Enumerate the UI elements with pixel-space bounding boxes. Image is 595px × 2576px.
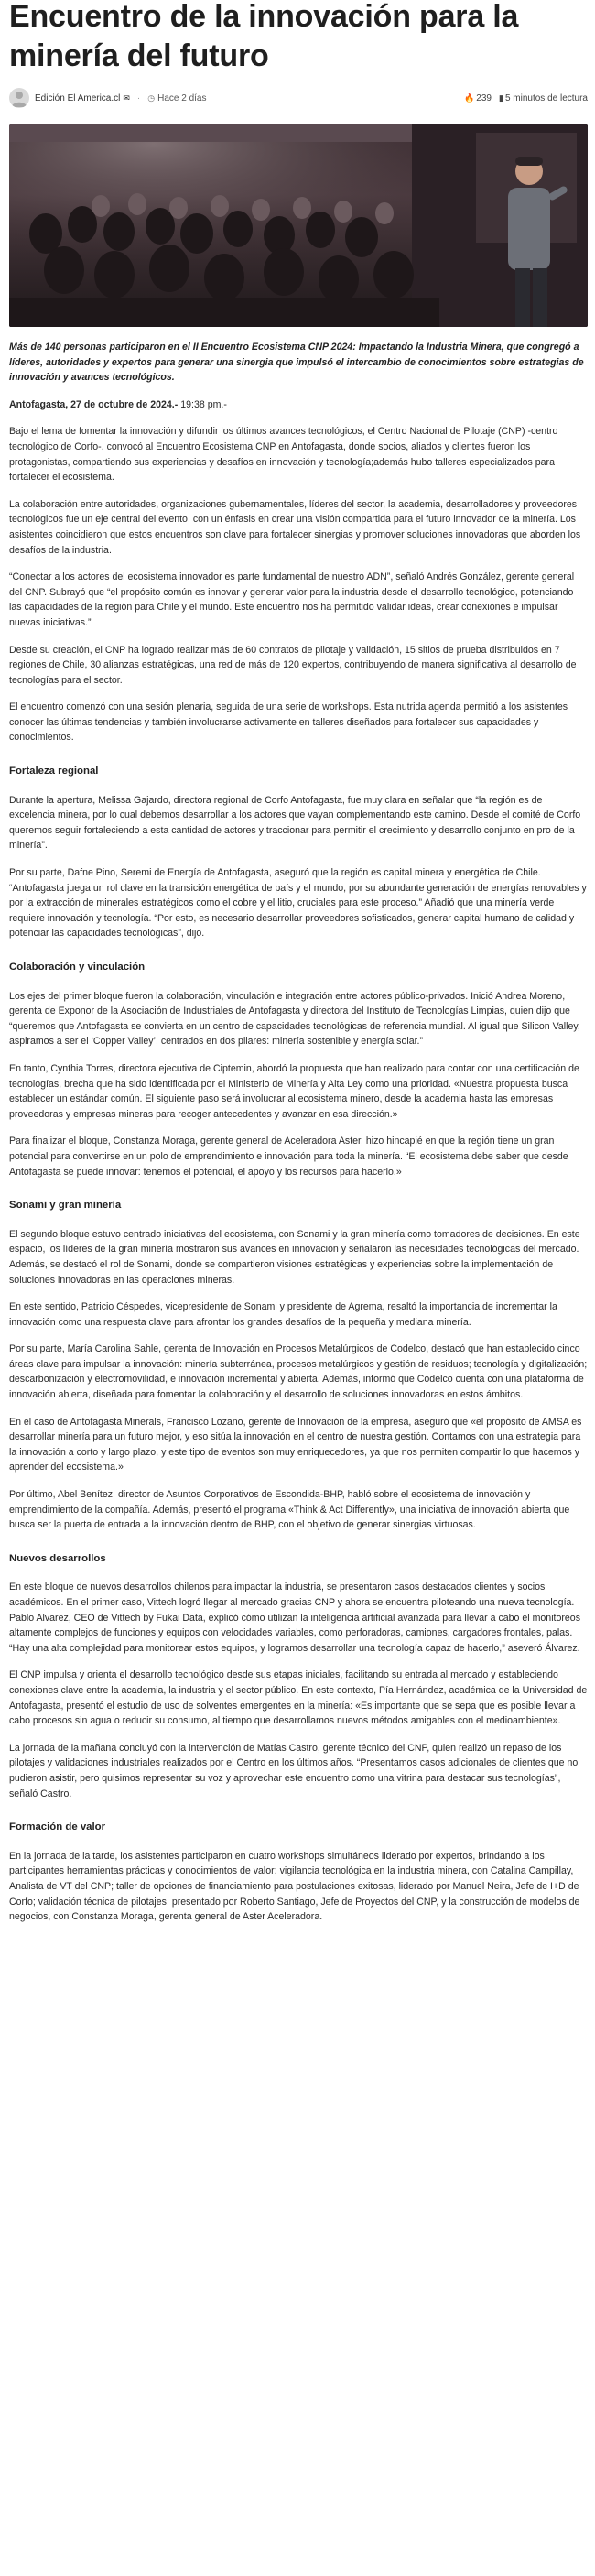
paragraph: En este bloque de nuevos desarrollos chilenos para impactar la industria, se presentaron casos destacados clientes y socios académicos. En el primer caso, Vittech logró llegar al mercado gracias CNP y ahora se encuentra piloteando una nueva tecnología. Pablo Alvarez, CEO de Vittech by Fukai Data, explicó cómo utilizan la inteligencia artificial avanzada para llevar a cabo el monitoreos altamente complejos de funciones y equipos con velocidades variables, como perforadoras, camiones, cargadores frontales, palas. “Hay una alta complejidad para monitorear estos equipos, y logramos desarrollar una tecnología capaz de hacerlo,” aseveró Álvarez. — [9, 1581, 580, 1654]
hero-image — [9, 124, 588, 327]
book-icon: ▮ — [498, 92, 503, 103]
paragraph: La jornada de la mañana concluyó con la intervención de Matías Castro, gerente técnico del CNP, quien realizó un repaso de los pilotajes y validaciones industriales realizados por el Centro en los últimos años. “Presentamos casos adicionales de clientes que no pudieron asistir, pero quisimos representar su voz y aprovechar este encuentro como una vitrina para destacar sus tecnologías”, señaló Castro. — [9, 1742, 579, 1799]
meta-stats — [464, 93, 588, 103]
read-time-group — [499, 93, 588, 103]
paragraph: En tanto, Cynthia Torres, directora ejecutiva de Ciptemin, abordó la propuesta que han realizado para contar con una certificación de tecnologías, brecha que ha sido identificada por el Ministerio de Minería y Alta Ley como una prioridad. «Nuestra propuesta busca establecer un estándar común. El siguiente paso será involucrar al ecosistema minero, desde la academia hasta las empresas proveedoras y empresas mineras para recoger antecedentes y avanzar en esa dirección.» — [9, 1062, 579, 1120]
paragraph: Para finalizar el bloque, Constanza Moraga, gerente general de Aceleradora Aster, hizo hincapié en que la región tiene un gran potencial para convertirse en un polo de emprendimiento e innovación para toda la minería. “El ecosistema debe saber que desde Antofagasta se puede innovar: tenemos el potencial, el apoyo y los recursos para hacerlo.» — [9, 1136, 568, 1178]
author-avatar[interactable] — [9, 88, 29, 108]
paragraph: Bajo el lema de fomentar la innovación y difundir los últimos avances tecnológicos, el Centro Nacional de Pilotaje (CNP) -centro tecnológico de Corfo-, convocó al Encuentro Ecosistema CNP en Antofagasta, donde socios, aliados y clientes fueron los protagonistas, compartiendo sus experiencias y desafíos en innovación y tecnología;además hubo talleres especializados para fortalecer el ecosistema. — [9, 426, 558, 484]
article-meta — [9, 85, 588, 111]
paragraph: El encuentro comenzó con una sesión plenaria, seguida de una serie de workshops. Esta nutrida agenda permitió a los asistentes conocer las últimas tendencias y también involucrarse activamente en talleres diseñados para fortalecer sus capacidades y conocimientos. — [9, 701, 568, 744]
user-icon — [9, 88, 29, 108]
article-lead: Más de 140 personas participaron en el II Encuentro Ecosistema CNP 2024: Impactando la Industria Minera, que congregó a líderes, autoridades y expertos para generar una sinergia que impulsó el intercambio de conocimientos sobre estrategias de innovación y avances tecnológicos. — [9, 342, 584, 384]
paragraph: Durante la apertura, Melissa Gajardo, directora regional de Corfo Antofagasta, fue muy clara en señalar que “la región es de excelencia minera, por lo cual debemos desarrollar a los actores que vayan complementando este camino. Desde el comité de Corfo queremos seguir fortaleciendo a esta cantidad de actores y traccionar para permitir el crecimiento y desarrollo conjunto en pro de la minería”. — [9, 794, 581, 852]
paragraph: Por su parte, Dafne Pino, Seremi de Energía de Antofagasta, aseguró que la región es capital minera y energética de Chile. “Antofagasta juega un rol clave en la transición energética de país y el mundo, por su abundante generación de energías renovables y por la extracción de minerales estratégicos como el cobre y el litio, cruciales para este proceso.” Añadió que una minería verde requiere innovación y tecnología. “Por esto, es necesario desarrollar proveedores sofisticados, generar capital humano de calidad y potenciar las capacidades tecnológicas”, dijo. — [9, 867, 587, 940]
fire-icon: 🔥 — [464, 92, 475, 103]
article-title: Encuentro de la innovación para la minería del futuro — [9, 0, 519, 73]
paragraph: Desde su creación, el CNP ha logrado realizar más de 60 contratos de pilotaje y validación, 15 sitios de prueba distribuidos en 7 regiones de Chile, 30 alianzas estratégicas, una red de más de 120 expertos, contribuyendo de manera significativa al desarrollo de tecnologías para el sector. — [9, 644, 577, 686]
section-heading-fortaleza: Fortaleza regional — [9, 766, 99, 777]
paragraph: En la jornada de la tarde, los asistentes participaron en cuatro workshops simultáneos liderado por expertos, brindando a los participantes herramientas prácticas y conocimientos de valor: vigilancia tecnológica en la industria minera, con Catalina Campillay, Analista de VT del CNP; taller de opciones de financiamiento para postulaciones exitosas, liderado por Manuel Neira, Jefe de I+D de Corfo; validación técnica de pilotajes, presentado por Roberto Santiago, Jefe de Proyectos del CNP, y la construcción de modelos de negocios, con Constanza Moraga, gerenta general de Aster Aceleradora. — [9, 1850, 580, 1923]
mail-icon[interactable]: ✉ — [123, 92, 130, 103]
views-count: 239 — [476, 92, 492, 103]
paragraph: En el caso de Antofagasta Minerals, Francisco Lozano, gerente de Innovación de la empresa, aseguró que «el propósito de AMSA es desarrollar minería para un futuro mejor, y eso sitúa la innovación en el centro de nuestra gestión. Contamos con una estrategia para la innovación a corto y largo plazo, y este tipo de eventos son muy enriquecedores, ya que nos permiten compartir lo que hacemos y aprender del ecosistema.» — [9, 1416, 582, 1473]
paragraph: Los ejes del primer bloque fueron la colaboración, vinculación e integración entre actores público-privados. Inició Andrea Moreno, gerenta de Exponor de la Asociación de Industriales de Antofagasta y directora del Instituto de Tecnologías Limpias, quien dijo que “queremos que Antofagasta se convierta en un centro de capacidades tecnológicas de referencia mundial. Al igual que Silicon Valley, aspiramos a ser el ‘Copper Valley’, centrados en dos pilares: minería sostenible y energía solar.” — [9, 990, 580, 1048]
read-time: 5 minutos de lectura — [504, 92, 588, 103]
meta-separator: · — [136, 92, 141, 103]
dateline-place: Antofagasta, 27 de octubre de 2024.- — [9, 398, 178, 410]
section-heading-sonami: Sonami y gran minería — [9, 1200, 122, 1212]
dateline-time: 19:38 pm.- — [180, 398, 227, 410]
author-name[interactable]: Edición El America.cl — [35, 92, 121, 103]
views-count-group — [464, 93, 492, 103]
section-heading-colaboracion: Colaboración y vinculación — [9, 962, 146, 973]
clock-icon: ◷ — [147, 92, 156, 103]
paragraph: “Conectar a los actores del ecosistema innovador es parte fundamental de nuestro ADN”, señaló Andrés González, gerente general del CNP. Subrayó que “el propósito común es innovar y generar valor para la industria desde el desarrollo tecnológico, potenciando las capacidades de la región para Chile y el mundo. Este encuentro nos ha permitido validar ideas, crear conexiones e impulsar nuevas iniciativas.” — [9, 571, 575, 628]
paragraph: El segundo bloque estuvo centrado iniciativas del ecosistema, con Sonami y la gran minería como tomadores de decisiones. En este espacio, los líderes de la gran minería mostraron sus avances en innovación y señalaron las necesidades tecnológicas del mercado. Además, se destacó el rol de Sonami, donde se compartieron visiones estratégicas y experiencias sobre la implementación de soluciones innovadoras en las operaciones mineras. — [9, 1228, 580, 1286]
posted-time: Hace 2 días — [157, 92, 207, 103]
paragraph: En este sentido, Patricio Céspedes, vicepresidente de Sonami y presidente de Agrema, resaltó la importancia de incrementar la innovación como una respuesta clave para afrontar los grandes desafíos de la pequeña y mediana minería. — [9, 1301, 557, 1328]
paragraph: El CNP impulsa y orienta el desarrollo tecnológico desde sus etapas iniciales, facilitando su entrada al mercado y estableciendo conexiones clave entre la academia, la industria y el sector público. En este contexto, Pía Hernández, académica de la Universidad de Antofagasta, presentó el estudio de uso de solventes emergentes en la minería: «Es importante que se sepa que es posible llevar a cabo procesos sin agua o reducir su consumo, al tiempo que desarrollamos nuevos métodos amigables con el medioambiente». — [9, 1669, 588, 1727]
dateline — [9, 397, 588, 413]
paragraph: Por su parte, María Carolina Sahle, gerenta de Innovación en Procesos Metalúrgicos de Codelco, destacó que han establecido cinco áreas clave para impulsar la innovación: minería subterránea, procesos metalúrgicos y gestión de residuos; tecnología y digitalización; descarbonización y electromovilidad, e innovación incremental y abierta. Además, informó que Codelco cuenta con una plataforma de innovación abierta, diseñada para fomentar la colaboración y el desarrollo de soluciones innovadoras en estos ámbitos. — [9, 1343, 588, 1401]
paragraph: La colaboración entre autoridades, organizaciones gubernamentales, líderes del sector, la academia, desarrolladores y proveedores tecnológicos fue un eje central del evento, con un énfasis en crear una visión compartida para el futuro innovador de la minería. Los asistentes coincidieron que estos encuentros son clave para fortalecer sinergias y promover soluciones innovadoras que aborden los desafíos de la industria. — [9, 498, 581, 556]
section-heading-nuevos: Nuevos desarrollos — [9, 1552, 106, 1564]
article-body — [9, 340, 588, 1925]
section-heading-formacion: Formación de valor — [9, 1821, 106, 1833]
conference-photo — [9, 124, 588, 327]
paragraph: Por último, Abel Benítez, director de Asuntos Corporativos de Escondida-BHP, habló sobre el ecosistema de innovación y emprendimiento de la compañía. Además, presentó el programa «Think & Act Differently», una iniciativa de innovación abierta que busca ser la puerta de entrada a la innovación dentro de BHP, con el objetivo de generar sinergias virtuosas. — [9, 1489, 570, 1531]
